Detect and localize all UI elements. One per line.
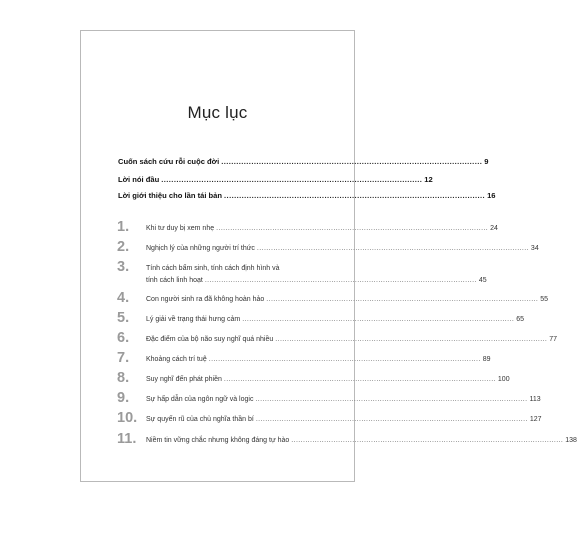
chapter-page: 89 bbox=[482, 356, 491, 363]
chapter-line bbox=[146, 356, 491, 363]
dot-leader: .................................................................................................................... bbox=[266, 296, 539, 303]
front-matter-page: 16 bbox=[487, 191, 496, 200]
chapter-title-line2: tính cách linh hoạt bbox=[146, 277, 203, 284]
dot-leader: .................................................................................................................... bbox=[255, 416, 528, 423]
front-matter-title: Lời giới thiệu cho lần tái bản bbox=[118, 191, 223, 200]
front-matter-page: 12 bbox=[424, 175, 433, 184]
chapter-line bbox=[146, 245, 539, 252]
dot-leader: .................................................................................................................... bbox=[204, 277, 477, 284]
chapter-number: 7. bbox=[117, 350, 130, 366]
book-page bbox=[80, 30, 577, 482]
chapter-line bbox=[146, 316, 524, 323]
chapter-page: 55 bbox=[540, 296, 549, 303]
chapter-page: 45 bbox=[478, 277, 487, 284]
front-matter-item bbox=[118, 157, 489, 171]
chapter-number: 2. bbox=[117, 239, 130, 255]
dot-leader: .................................................................................................................... bbox=[208, 356, 481, 363]
chapter-line bbox=[146, 336, 558, 343]
chapter-line bbox=[146, 277, 487, 284]
chapter-title: Lý giải về trạng thái hưng cảm bbox=[146, 316, 241, 323]
chapter-page: 100 bbox=[497, 376, 510, 383]
chapter-title-line1: Tính cách bẩm sinh, tính cách định hình và bbox=[146, 265, 280, 272]
chapter-title: Khi tư duy bị xem nhẹ bbox=[146, 225, 215, 232]
front-matter-item bbox=[118, 191, 496, 205]
chapter-line bbox=[146, 296, 549, 303]
chapter-title: Sự hấp dẫn của ngôn ngữ và logic bbox=[146, 396, 254, 403]
front-matter-item bbox=[118, 175, 433, 189]
dot-leader: .................................................................................................................... bbox=[275, 336, 548, 343]
chapter-line bbox=[146, 437, 577, 444]
chapter-page: 24 bbox=[490, 225, 498, 232]
chapter-title: Sự quyến rũ của chủ nghĩa thần bí bbox=[146, 416, 254, 423]
dot-leader: .................................................................................................................... bbox=[256, 245, 529, 252]
dot-leader: ........................................................................................................ bbox=[221, 157, 483, 166]
dot-leader: .................................................................................................................... bbox=[216, 225, 489, 232]
front-matter-title: Cuốn sách cứu rỗi cuộc đời bbox=[118, 157, 220, 166]
chapter-number: 5. bbox=[117, 310, 130, 326]
chapter-number: 4. bbox=[117, 290, 130, 306]
chapter-page: 138 bbox=[565, 437, 577, 444]
chapter-page: 77 bbox=[549, 336, 558, 343]
chapter-title: Khoảng cách trí tuệ bbox=[146, 356, 207, 363]
chapter-title: Đặc điểm của bộ não suy nghĩ quá nhiều bbox=[146, 336, 274, 343]
front-matter-page: 9 bbox=[484, 157, 489, 166]
chapter-number: 9. bbox=[117, 390, 130, 406]
chapter-number: 11. bbox=[117, 431, 137, 447]
dot-leader: ........................................................................................................ bbox=[224, 191, 486, 200]
dot-leader: .................................................................................................................... bbox=[223, 376, 496, 383]
front-matter-title: Lời nói đầu bbox=[118, 175, 160, 184]
chapter-page: 34 bbox=[530, 245, 539, 252]
chapter-page: 65 bbox=[516, 316, 524, 323]
dot-leader: .................................................................................................................... bbox=[291, 437, 564, 444]
chapter-line bbox=[146, 416, 542, 423]
chapter-line bbox=[146, 396, 541, 403]
chapter-title: Niềm tin vững chắc nhưng không đáng tự hào bbox=[146, 437, 290, 444]
chapter-line bbox=[146, 225, 498, 232]
chapter-title: Suy nghĩ đến phát phiền bbox=[146, 376, 222, 383]
chapter-number: 10. bbox=[117, 410, 138, 426]
chapter-line bbox=[146, 376, 510, 383]
chapter-page: 127 bbox=[529, 416, 542, 423]
chapter-title: Nghịch lý của những người trí thức bbox=[146, 245, 255, 252]
chapter-number: 1. bbox=[117, 219, 130, 235]
page-title: Mục lục bbox=[187, 103, 248, 122]
chapter-number: 8. bbox=[117, 370, 130, 386]
dot-leader: ........................................................................................................ bbox=[161, 175, 423, 184]
dot-leader: .................................................................................................................... bbox=[255, 396, 528, 403]
chapter-number: 6. bbox=[117, 330, 130, 346]
chapter-number: 3. bbox=[117, 259, 130, 275]
chapter-page: 113 bbox=[529, 396, 541, 403]
chapter-title: Con người sinh ra đã không hoàn hảo bbox=[146, 296, 265, 303]
dot-leader: .................................................................................................................... bbox=[242, 316, 515, 323]
